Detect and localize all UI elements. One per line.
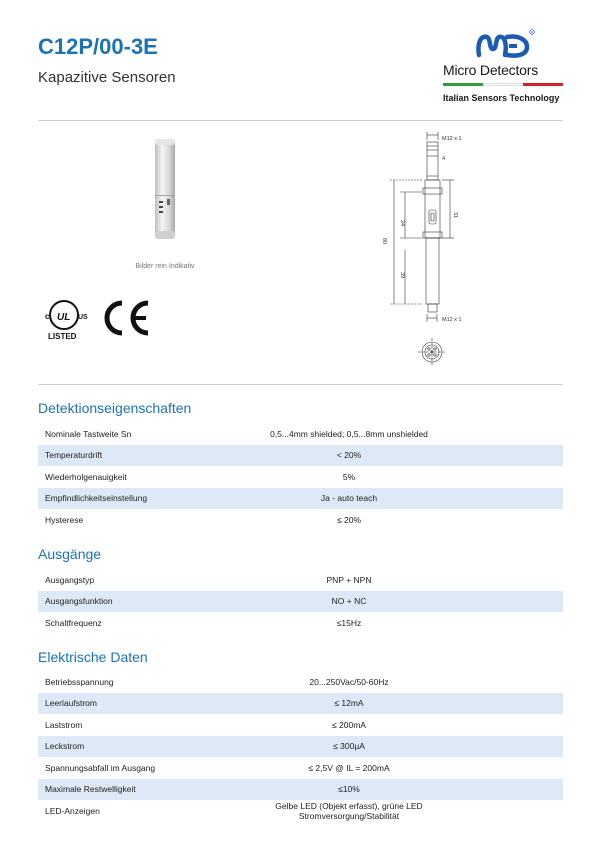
page-subtitle: Kapazitive Sensoren xyxy=(38,69,176,86)
dim-31: 31 xyxy=(452,212,458,219)
dim-thread-top: M12 x 1 xyxy=(442,136,462,142)
section-title-electrical: Elektrische Daten xyxy=(38,649,148,665)
logo-company-name: Micro Detectors xyxy=(443,62,539,78)
table-row xyxy=(38,509,563,531)
table-row xyxy=(38,671,563,693)
section-title-outputs: Ausgänge xyxy=(38,546,102,562)
table-row xyxy=(38,800,563,822)
row-label: Leerlaufstrom xyxy=(38,693,245,715)
table-row xyxy=(38,423,563,445)
dim-80: 80 xyxy=(381,238,387,245)
ul-us-letters: US xyxy=(78,314,88,321)
row-value: 0,5...4mm shielded; 0,5...8mm unshielded xyxy=(270,428,428,439)
ul-listed-text: LISTED xyxy=(48,332,77,341)
row-value: Gelbe LED (Objekt erfasst), grüne LED Stromversorgung/Stabilität xyxy=(275,800,423,821)
row-label: Empfindlichkeitseinstellung xyxy=(38,488,245,510)
logo-tagline: Italian Sensors Technology xyxy=(443,93,560,103)
dim-4: 4 xyxy=(442,156,446,162)
ul-mark-letters: UL xyxy=(57,312,71,323)
outputs-table xyxy=(38,569,563,634)
ul-listed-icon xyxy=(40,297,94,343)
row-label: Schaltfrequenz xyxy=(45,617,102,628)
electrical-table xyxy=(38,671,563,822)
row-value: ≤ 2,5V @ IL = 200mA xyxy=(308,762,390,773)
table-row xyxy=(38,445,563,467)
page-title: C12P/00-3E xyxy=(38,34,158,59)
row-value: PNP + NPN xyxy=(326,574,372,585)
row-value: ≤ 200mA xyxy=(332,719,366,730)
ce-mark-icon xyxy=(100,297,154,339)
table-row xyxy=(38,714,563,736)
table-row xyxy=(38,757,563,779)
row-label: Temperaturdrift xyxy=(38,445,245,467)
ul-c-letter: c xyxy=(45,312,50,321)
row-value: NO + NC xyxy=(245,591,563,613)
dim-24: 24 xyxy=(399,220,405,227)
row-value: ≤ 12mA xyxy=(245,693,563,715)
row-label: Spannungsabfall im Ausgang xyxy=(45,762,156,773)
header-divider xyxy=(38,120,563,121)
row-value: ≤ 20% xyxy=(336,514,362,525)
table-row xyxy=(38,466,563,488)
row-label: Hysterese xyxy=(45,514,84,525)
row-value: < 20% xyxy=(245,445,563,467)
row-value: Ja - auto teach xyxy=(245,488,563,510)
row-label: Maximale Restwelligkeit xyxy=(38,779,245,801)
product-photo xyxy=(145,135,185,245)
row-label: LED-Anzeigen xyxy=(45,805,100,816)
row-label: Ausgangsfunktion xyxy=(38,591,245,613)
dimension-drawing xyxy=(370,130,480,380)
row-label: Wiederholgenauigkeit xyxy=(45,471,127,482)
table-row xyxy=(38,488,563,510)
md-logo-mark xyxy=(441,27,566,59)
row-value: 5% xyxy=(342,471,356,482)
svg-text:R: R xyxy=(530,30,534,35)
table-row xyxy=(38,612,563,634)
table-row xyxy=(38,736,563,758)
image-divider xyxy=(38,384,563,385)
table-row xyxy=(38,779,563,801)
row-label: Laststrom xyxy=(45,719,83,730)
table-row xyxy=(38,591,563,613)
dim-39: 39 xyxy=(399,272,405,279)
row-label: Betriebsspannung xyxy=(45,676,114,687)
row-value: 20...250Vac/50-60Hz xyxy=(309,676,389,687)
table-row xyxy=(38,569,563,591)
detection-table xyxy=(38,423,563,531)
dim-thread-bottom: M12 x 1 xyxy=(442,317,462,323)
row-label: Nominale Tastweite Sn xyxy=(45,428,132,439)
row-value: ≤ 300µA xyxy=(245,736,563,758)
image-caption: Bilder rein Indikativ xyxy=(135,263,195,270)
section-title-detection: Detektionseigenschaften xyxy=(38,400,192,416)
row-value: ≤10% xyxy=(245,779,563,801)
italian-flag-stripe xyxy=(443,83,563,86)
row-label: Ausgangstyp xyxy=(45,574,95,585)
row-value: ≤15Hz xyxy=(336,617,362,628)
row-label: Leckstrom xyxy=(38,736,245,758)
company-logo xyxy=(441,27,566,59)
table-row xyxy=(38,693,563,715)
